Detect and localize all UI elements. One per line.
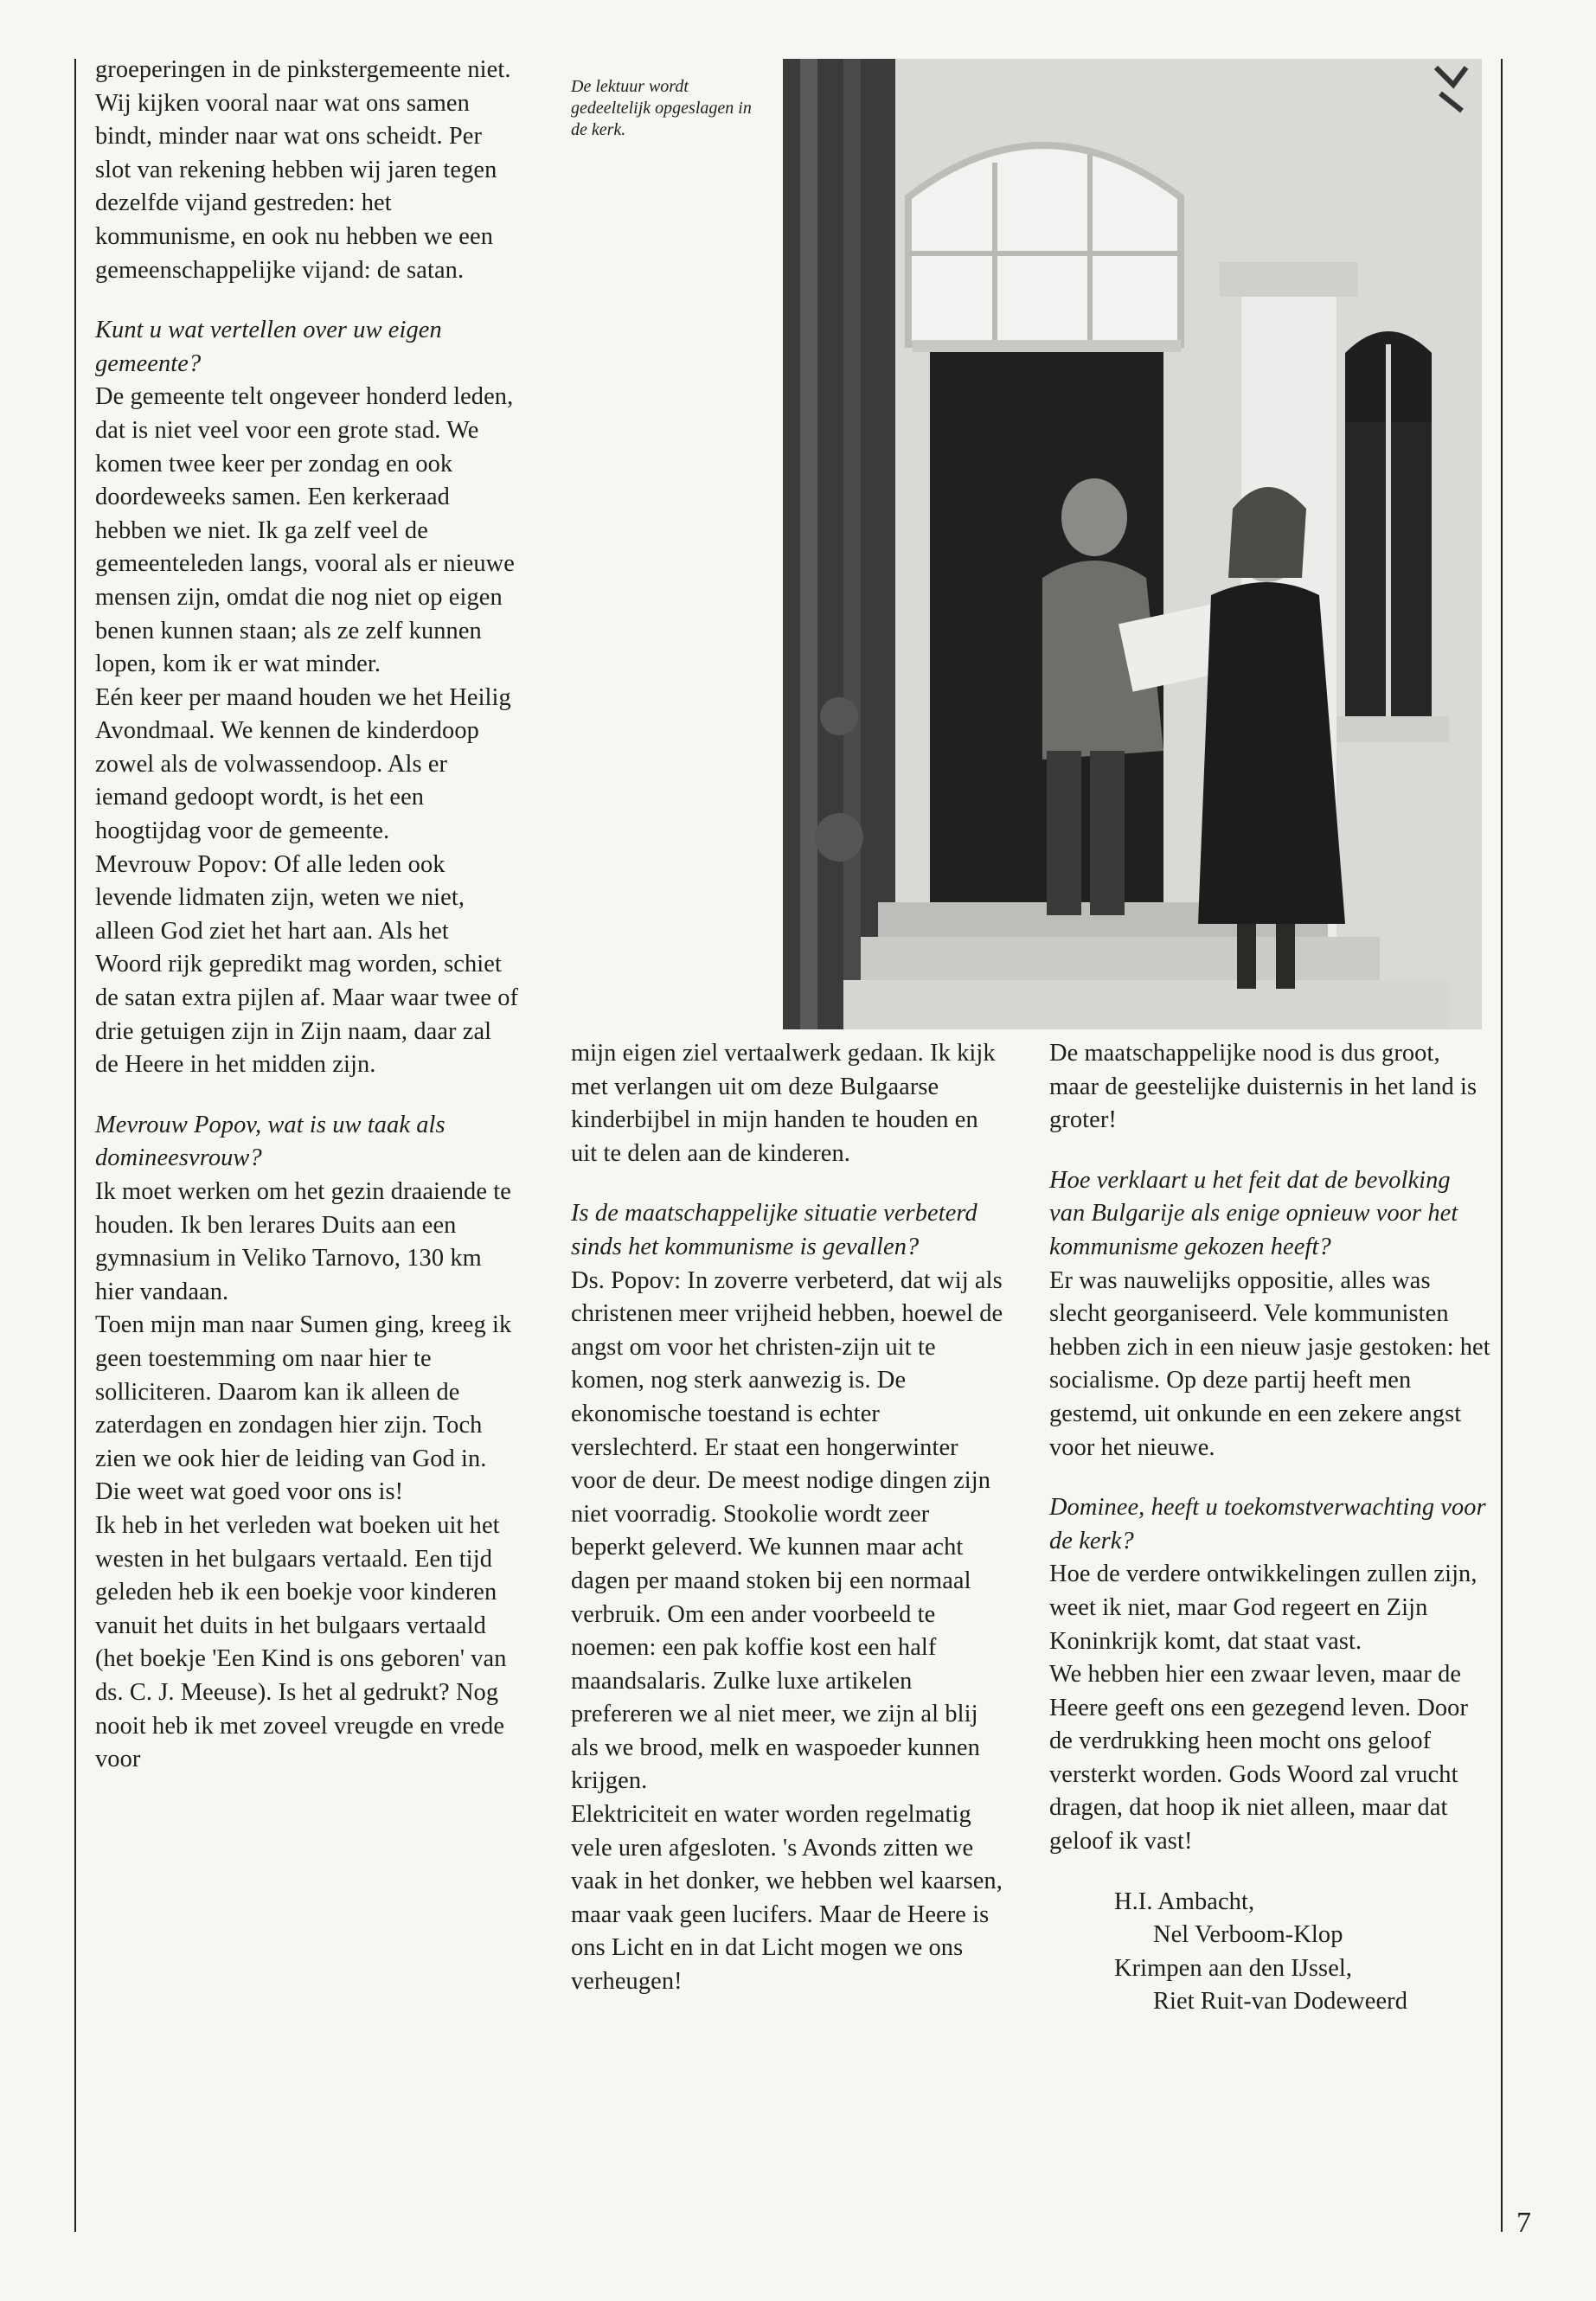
column-rule-right: [1501, 59, 1503, 2232]
church-entrance-photo: [783, 59, 1482, 1029]
photo-caption: De lektuur wordt gedeeltelijk opgeslagen in de kerk.: [571, 77, 752, 139]
column-1: [95, 54, 519, 1777]
author-signature: [1049, 1886, 1490, 2019]
paragraph: mijn eigen ziel vertaalwerk gedaan. Ik kijk met verlangen uit om deze Bulgaarse kinderbijbel in mijn handen te houden en uit te delen aan de kinderen.: [571, 1040, 996, 1167]
signature-line: Riet Ruit-van Dodeweerd: [1153, 1988, 1408, 2016]
signature-line: Nel Verboom-Klop: [1153, 1921, 1343, 1949]
column-2: [571, 1037, 1003, 1999]
interview-question: Dominee, heeft u toekomstverwachting voor de kerk?: [1049, 1494, 1486, 1554]
paragraph: Hoe de verdere ontwikkelingen zullen zijn, weet ik niet, maar God regeert en Zijn Koninkrijk komt, dat staat vast.: [1049, 1561, 1477, 1655]
paragraph: groeperingen in de pinkstergemeente niet. Wij kijken vooral naar wat ons samen bindt, minder naar wat ons scheidt. Per slot van rekening hebben wij jaren tegen dezelfde vijand gestreden: het kommunisme, en ook nu hebben we een gemeenschappelijke vijand: de satan.: [95, 56, 511, 284]
interview-question: Hoe verklaart u het feit dat de bevolking van Bulgarije als enige opnieuw voor het kommunisme gekozen heeft?: [1049, 1166, 1458, 1260]
paragraph: De maatschappelijke nood is dus groot, maar de geestelijke duisternis in het land is groter!: [1049, 1040, 1477, 1134]
paragraph: De gemeente telt ongeveer honderd leden, dat is niet veel voor een grote stad. We komen twee keer per zondag en ook doordeweeks samen. Een kerkeraad hebben we niet. Ik ga zelf veel de gemeenteleden langs, vooral als er nieuwe mensen zijn, omdat die nog niet op eigen benen kunnen staan; als ze zelf kunnen lopen, kom ik er wat minder.: [95, 383, 515, 678]
paragraph: Ik moet werken om het gezin draaiende te houden. Ik ben lerares Duits aan een gymnasium in Veliko Tarnovo, 130 km hier vandaan.: [95, 1178, 511, 1305]
paragraph: We hebben hier een zwaar leven, maar de Heere geeft ons een gezegend leven. Door de verdrukking heen mocht ons geloof versterkt worden. Gods Woord zal vrucht dragen, dat hoop ik niet alleen, maar dat geloof ik vast!: [1049, 1661, 1469, 1856]
paragraph: Elektriciteit en water worden regelmatig vele uren afgesloten. 's Avonds zitten we vaak in het donker, we hebben wel kaarsen, maar vaak geen lucifers. Maar de Heere is ons Licht en in dat Licht mogen we ons verheugen!: [571, 1801, 1003, 1996]
column-3: [1049, 1037, 1490, 2019]
paragraph: Toen mijn man naar Sumen ging, kreeg ik geen toestemming om naar hier te solliciteren. Daarom kan ik alleen de zaterdagen en zondagen hier zijn. Toch zien we ook hier de leiding van God in. Die weet wat goed voor ons is!: [95, 1311, 512, 1506]
paragraph: Ds. Popov: In zoverre verbeterd, dat wij als christenen meer vrijheid hebben, hoewel de angst om voor het christen-zijn uit te komen, nog sterk aanwezig is. De ekonomische toestand is echter verslechterd. Er staat een hongerwinter voor de deur. De meest nodige dingen zijn niet voorradig. Stookolie wordt zeer beperkt geleverd. We kunnen maar acht dagen per maand stoken bij een normaal verbruik. Om een ander voorbeeld te noemen: een pak koffie kost een half maandsalaris. Zulke luxe artikelen prefereren we al niet meer, we zijn al blij als we brood, melk en waspoeder kunnen krijgen.: [571, 1266, 1003, 1795]
paragraph: Ik heb in het verleden wat boeken uit het westen in het bulgaars vertaald. Een tijd geleden heb ik een boekje voor kinderen vanuit het duits in het bulgaars vertaald (het boekje 'Een Kind is ons geboren' van ds. C. J. Meeuse). Is het al gedrukt? Nog nooit heb ik met zoveel vreugde en vrede voor: [95, 1511, 507, 1773]
page-number: 7: [1516, 2207, 1531, 2239]
paragraph: Er was nauwelijks oppositie, alles was slecht georganiseerd. Vele kommunisten hebben zich in een nieuw jasje gestoken: het socialisme. Op deze partij heeft men gestemd, uit onkunde en een zekere angst voor het nieuwe.: [1049, 1266, 1490, 1461]
interview-question: Is de maatschappelijke situatie verbeterd sinds het kommunisme is gevallen?: [571, 1200, 977, 1260]
paragraph: Mevrouw Popov: Of alle leden ook levende lidmaten zijn, weten we niet, alleen God ziet het hart aan. Als het Woord rijk gepredikt mag worden, schiet de satan extra pijlen af. Maar waar twee of drie getuigen zijn in Zijn naam, daar zal de Heere in het midden zijn.: [95, 850, 519, 1079]
signature-line: Krimpen aan den IJssel,: [1114, 1954, 1353, 1982]
paragraph: Eén keer per maand houden we het Heilig Avondmaal. We kennen de kinderdoop zowel als de volwassendoop. Als er iemand gedoopt wordt, is het een hoogtijdag voor de gemeente.: [95, 683, 511, 845]
column-rule-left: [74, 59, 76, 2232]
interview-question: Mevrouw Popov, wat is uw taak als domineesvrouw?: [95, 1111, 445, 1172]
interview-question: Kunt u wat vertellen over uw eigen gemeente?: [95, 317, 442, 377]
signature-line: H.I. Ambacht,: [1114, 1888, 1255, 1915]
